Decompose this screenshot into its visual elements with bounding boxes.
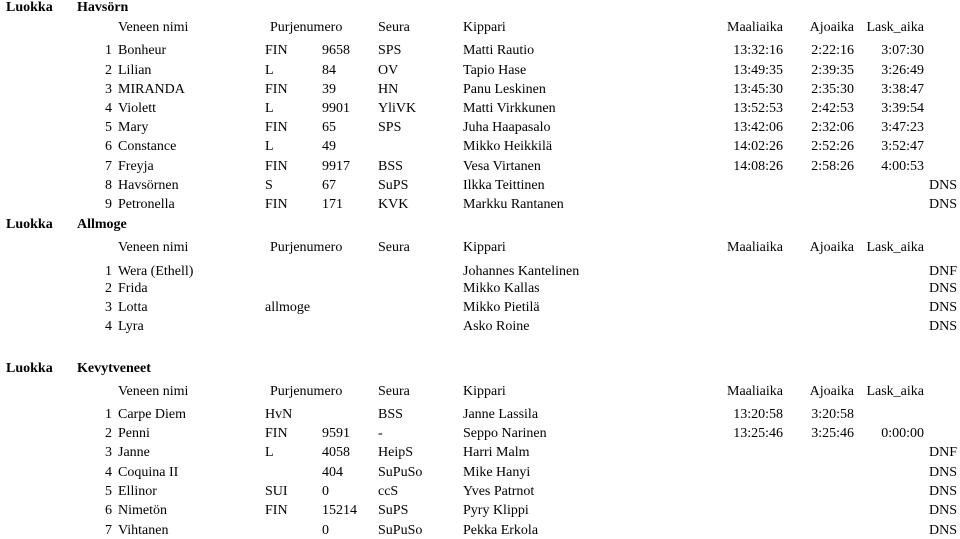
- cell-sail: 39: [322, 82, 336, 97]
- cell-club: BSS: [378, 159, 403, 174]
- column-header-corrected: Lask_aika: [866, 240, 924, 255]
- cell-status: DNS: [928, 281, 957, 296]
- cell-nat: SUI: [265, 484, 288, 499]
- class-label: Luokka: [6, 361, 53, 376]
- cell-sail: 171: [322, 197, 343, 212]
- column-header-finish: Maaliaika: [727, 240, 783, 255]
- column-header-finish: Maaliaika: [727, 384, 783, 399]
- cell-sail: 9901: [322, 101, 350, 116]
- cell-pos: 5: [105, 484, 112, 499]
- cell-club: BSS: [378, 407, 403, 422]
- column-header-corrected: Lask_aika: [866, 384, 924, 399]
- cell-elapsed: 3:20:58: [811, 407, 854, 422]
- column-header-club: Seura: [378, 240, 410, 255]
- cell-pos: 6: [105, 503, 112, 518]
- class-title: Kevytveneet: [77, 361, 151, 376]
- cell-pos: 5: [105, 120, 112, 135]
- cell-club: SuPuSo: [378, 465, 423, 480]
- cell-nat: S: [265, 178, 273, 193]
- cell-corrected: 3:38:47: [881, 82, 924, 97]
- cell-nat: FIN: [265, 197, 288, 212]
- cell-status: DNS: [928, 484, 957, 499]
- cell-pos: 4: [105, 101, 112, 116]
- cell-skipper: Matti Virkkunen: [463, 101, 556, 116]
- cell-club: SuPS: [378, 178, 409, 193]
- cell-finish: 13:20:58: [733, 407, 783, 422]
- cell-status: DNS: [928, 319, 957, 334]
- cell-name: Carpe Diem: [118, 407, 187, 422]
- cell-pos: 3: [105, 445, 112, 460]
- cell-club: KVK: [378, 197, 409, 212]
- cell-elapsed: 3:25:46: [811, 426, 854, 441]
- cell-name: Lotta: [118, 300, 148, 315]
- cell-club: YliVK: [378, 101, 417, 116]
- cell-corrected: 3:07:30: [881, 43, 924, 58]
- cell-status: DNS: [928, 197, 957, 212]
- cell-skipper: Mikko Heikkilä: [463, 139, 553, 154]
- cell-name: Ellinor: [118, 484, 157, 499]
- cell-pos: 3: [105, 300, 112, 315]
- cell-nat: L: [265, 63, 274, 78]
- cell-elapsed: 2:22:16: [811, 43, 854, 58]
- cell-elapsed: 2:35:30: [811, 82, 854, 97]
- cell-status: DNF: [928, 264, 957, 279]
- cell-status: DNS: [928, 300, 957, 315]
- cell-finish: 13:32:16: [733, 43, 783, 58]
- cell-club: HN: [378, 82, 399, 97]
- class-title: Havsörn: [77, 0, 129, 15]
- cell-nat: FIN: [265, 426, 288, 441]
- cell-corrected: 3:47:23: [881, 120, 924, 135]
- column-header-finish: Maaliaika: [727, 20, 783, 35]
- cell-nat: FIN: [265, 159, 288, 174]
- cell-nat: HvN: [265, 407, 293, 422]
- cell-status: DNS: [928, 523, 957, 538]
- cell-status: DNF: [928, 445, 957, 460]
- class-label: Luokka: [6, 217, 53, 232]
- cell-nat: L: [265, 139, 274, 154]
- cell-name: Coquina II: [118, 465, 179, 480]
- cell-skipper: Mike Hanyi: [463, 465, 531, 480]
- cell-sail: 84: [322, 63, 336, 78]
- cell-nat: FIN: [265, 120, 288, 135]
- cell-status: DNS: [928, 465, 957, 480]
- cell-skipper: Mikko Kallas: [463, 281, 540, 296]
- cell-club: SPS: [378, 43, 402, 58]
- cell-club: -: [378, 426, 383, 441]
- cell-pos: 4: [105, 319, 112, 334]
- cell-pos: 7: [105, 523, 112, 538]
- cell-name: Vihtanen: [118, 523, 169, 538]
- cell-name: Penni: [118, 426, 150, 441]
- cell-pos: 2: [105, 63, 112, 78]
- cell-sail: 9591: [322, 426, 350, 441]
- cell-pos: 8: [105, 178, 112, 193]
- cell-pos: 7: [105, 159, 112, 174]
- column-header-sail: Purjenumero: [270, 20, 343, 35]
- column-header-skipper: Kippari: [463, 240, 506, 255]
- cell-elapsed: 2:32:06: [811, 120, 854, 135]
- cell-name: Freyja: [118, 159, 154, 174]
- column-header-club: Seura: [378, 20, 410, 35]
- cell-nat: FIN: [265, 503, 288, 518]
- cell-skipper: Johannes Kantelinen: [463, 264, 580, 279]
- cell-status: DNS: [928, 503, 957, 518]
- cell-nat: FIN: [265, 43, 288, 58]
- cell-pos: 1: [105, 264, 112, 279]
- cell-pos: 9: [105, 197, 112, 212]
- cell-skipper: Panu Leskinen: [463, 82, 546, 97]
- cell-name: Lilian: [118, 63, 152, 78]
- column-header-elapsed: Ajoaika: [809, 384, 854, 399]
- cell-name: Constance: [118, 139, 177, 154]
- cell-corrected: 3:39:54: [881, 101, 924, 116]
- cell-skipper: Pyry Klippi: [463, 503, 529, 518]
- cell-skipper: Markku Rantanen: [463, 197, 564, 212]
- cell-sail: 9658: [322, 43, 350, 58]
- cell-sail: 15214: [322, 503, 357, 518]
- cell-skipper: Janne Lassila: [463, 407, 539, 422]
- cell-name: Nimetön: [118, 503, 167, 518]
- cell-nat: L: [265, 101, 274, 116]
- cell-nat: FIN: [265, 82, 288, 97]
- cell-sail: 9917: [322, 159, 350, 174]
- cell-finish: 13:25:46: [733, 426, 783, 441]
- column-header-elapsed: Ajoaika: [809, 240, 854, 255]
- column-header-name: Veneen nimi: [118, 240, 189, 255]
- cell-sail: 49: [322, 139, 336, 154]
- cell-skipper: Juha Haapasalo: [463, 120, 551, 135]
- column-header-skipper: Kippari: [463, 20, 506, 35]
- cell-pos: 2: [105, 281, 112, 296]
- cell-club: SPS: [378, 120, 402, 135]
- cell-skipper: Pekka Erkola: [463, 523, 539, 538]
- cell-club: HeipS: [378, 445, 413, 460]
- cell-skipper: Vesa Virtanen: [463, 159, 541, 174]
- cell-pos: 4: [105, 465, 112, 480]
- cell-club: SuPS: [378, 503, 409, 518]
- cell-elapsed: 2:52:26: [811, 139, 854, 154]
- cell-pos: 2: [105, 426, 112, 441]
- cell-sail: 404: [322, 465, 343, 480]
- cell-pos: 1: [105, 407, 112, 422]
- cell-finish: 14:08:26: [733, 159, 783, 174]
- cell-finish: 13:42:06: [733, 120, 783, 135]
- cell-sail: 65: [322, 120, 336, 135]
- class-label: Luokka: [6, 0, 53, 15]
- cell-skipper: Yves Patrnot: [463, 484, 535, 499]
- cell-corrected: 0:00:00: [881, 426, 924, 441]
- cell-skipper: Seppo Narinen: [463, 426, 547, 441]
- cell-name: Mary: [118, 120, 149, 135]
- column-header-sail: Purjenumero: [270, 384, 343, 399]
- cell-name: Lyra: [118, 319, 144, 334]
- cell-name: Bonheur: [118, 43, 167, 58]
- cell-pos: 3: [105, 82, 112, 97]
- column-header-corrected: Lask_aika: [866, 20, 924, 35]
- column-header-elapsed: Ajoaika: [809, 20, 854, 35]
- cell-skipper: Tapio Hase: [463, 63, 527, 78]
- cell-skipper: Harri Malm: [463, 445, 530, 460]
- column-header-club: Seura: [378, 384, 410, 399]
- cell-name: Violett: [118, 101, 157, 116]
- cell-skipper: Asko Roine: [463, 319, 530, 334]
- cell-name: Wera (Ethell): [118, 264, 194, 279]
- cell-elapsed: 2:42:53: [811, 101, 854, 116]
- cell-pos: 1: [105, 43, 112, 58]
- column-header-skipper: Kippari: [463, 384, 506, 399]
- cell-name: Janne: [118, 445, 150, 460]
- cell-skipper: Mikko Pietilä: [463, 300, 540, 315]
- cell-sail: 0: [322, 484, 329, 499]
- cell-skipper: Matti Rautio: [463, 43, 535, 58]
- cell-name: Havsörnen: [118, 178, 179, 193]
- cell-nat: allmoge: [265, 300, 311, 315]
- cell-finish: 13:52:53: [733, 101, 783, 116]
- cell-club: OV: [378, 63, 399, 78]
- cell-finish: 14:02:26: [733, 139, 783, 154]
- cell-sail: 0: [322, 523, 329, 538]
- column-header-name: Veneen nimi: [118, 20, 189, 35]
- cell-skipper: Ilkka Teittinen: [463, 178, 545, 193]
- cell-name: Frida: [118, 281, 148, 296]
- cell-name: Petronella: [118, 197, 175, 212]
- cell-finish: 13:45:30: [733, 82, 783, 97]
- cell-name: MIRANDA: [118, 82, 185, 97]
- cell-status: DNS: [928, 178, 957, 193]
- cell-pos: 6: [105, 139, 112, 154]
- class-title: Allmoge: [77, 217, 127, 232]
- cell-elapsed: 2:58:26: [811, 159, 854, 174]
- column-header-sail: Purjenumero: [270, 240, 343, 255]
- cell-club: ccS: [378, 484, 399, 499]
- cell-nat: L: [265, 445, 274, 460]
- column-header-name: Veneen nimi: [118, 384, 189, 399]
- cell-corrected: 4:00:53: [881, 159, 924, 174]
- cell-corrected: 3:26:49: [881, 63, 924, 78]
- cell-club: SuPuSo: [378, 523, 423, 538]
- cell-elapsed: 2:39:35: [811, 63, 854, 78]
- cell-corrected: 3:52:47: [881, 139, 924, 154]
- cell-sail: 67: [322, 178, 336, 193]
- cell-finish: 13:49:35: [733, 63, 783, 78]
- cell-sail: 4058: [322, 445, 350, 460]
